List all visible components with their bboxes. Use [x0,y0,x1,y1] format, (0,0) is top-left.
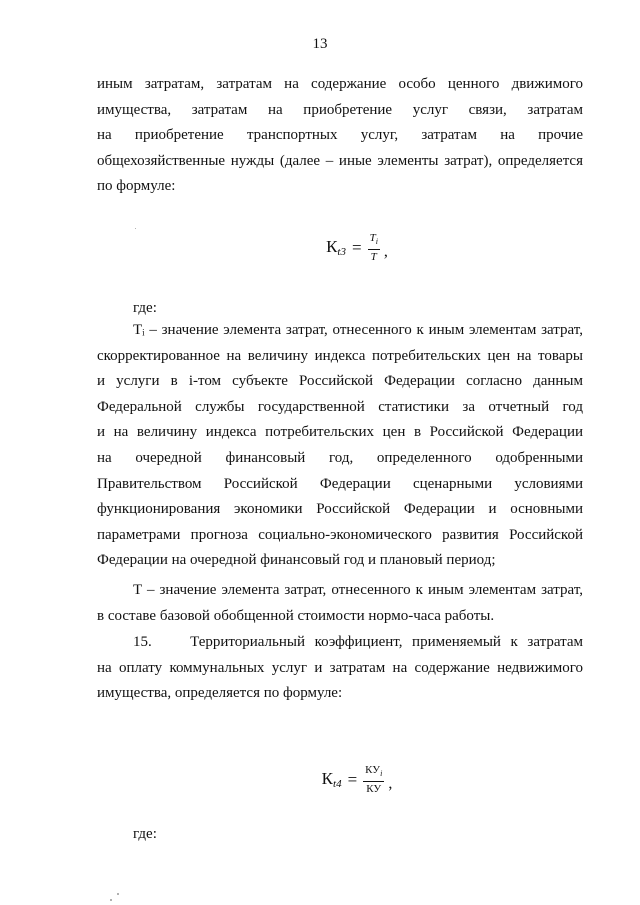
text-line: имущества, затратам на приобретение услуг связи, затратам [97,101,583,118]
text-line: на приобретение транспортных услуг, затратам на прочие [97,127,583,144]
text-line: T – значение элемента затрат, отнесенного к иным элементам затрат, [133,582,583,598]
text-line: параметрами прогноза социально-экономического развития Российской [97,526,583,543]
fraction-denominator: T [370,251,377,264]
formula-lhs: $К_{t3}$ [326,237,346,259]
text-line: функционирования экономики Российской Федерации и основными [97,501,583,518]
where-label: где: [133,826,157,842]
text-line: скорректированное на величину индекса потребительских цен на товары [97,347,583,364]
scan-speck [135,228,136,229]
formula-comma: , [383,243,388,261]
fraction-numerator: $T_i$ [368,232,380,250]
paragraph-ti-definition [97,318,583,574]
text-line: иным затратам, затратам на содержание особо ценного движимого [97,76,583,92]
scan-speck [110,899,112,901]
text-line: и услуги в i-том субъекте Российской Федерации согласно данным [97,373,583,390]
fraction-numerator: $КУ_i$ [363,764,384,782]
text-line: имущества, определяется по формуле: [97,685,343,702]
text-line: и на величину индекса потребительских цен в Российской Федерации [97,424,583,441]
text-line: 15. Территориальный коэффициент, применяемый к затратам [133,634,583,650]
text-line: в составе базовой обобщенной стоимости нормо-часа работы. [97,607,495,624]
text-line: общехозяйственные нужды (далее – иные элементы затрат), определяется [97,152,583,169]
paragraph-other-costs [97,72,583,200]
text-line: на очередной финансовый год, определенного одобренными [97,449,583,466]
where-label: где: [133,300,157,316]
paragraph-t-definition [97,578,583,629]
text-line: по формуле: [97,178,176,195]
formula-fraction [363,764,384,795]
formula-kt4 [0,764,640,795]
text-line: Федеральной службы государственной статистики за отчетный год [97,398,583,415]
scan-speck [117,893,119,895]
text-line: Федерации на очередной финансовый год и плановый период; [97,552,496,569]
fraction-denominator: КУ [366,783,382,796]
formula-equals: = [347,769,358,789]
formula-comma: , [388,775,393,793]
text-line: Tᵢ – значение элемента затрат, отнесенного к иным элементам затрат, [133,322,583,338]
text-line: Правительством Российской Федерации сценарными условиями [97,475,583,492]
text-line: на оплату коммунальных услуг и затратам на содержание недвижимого [97,659,583,676]
formula-kt3 [0,232,640,263]
formula-lhs: $К_{t4}$ [321,769,342,791]
paragraph-15-territorial-coefficient [97,630,583,707]
page-number: 13 [312,36,328,52]
formula-fraction [368,232,380,263]
formula-equals: = [351,237,362,257]
